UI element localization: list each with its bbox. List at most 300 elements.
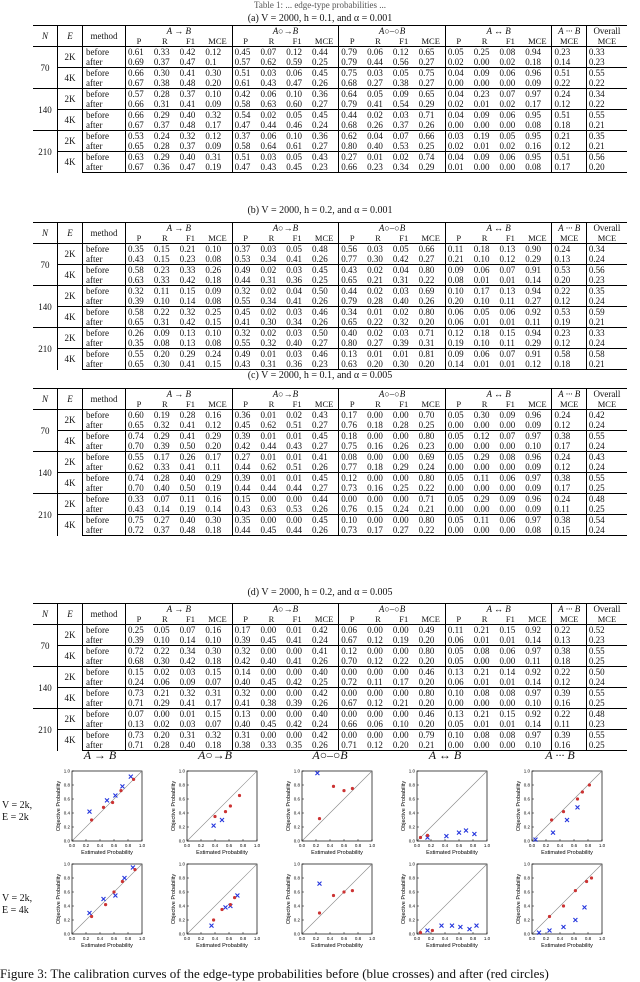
cell-e: 2K: [58, 244, 83, 265]
cell-value: 0.47: [232, 120, 258, 131]
cell-value: 0.00: [284, 688, 310, 699]
cell-value: 0.13: [179, 338, 196, 348]
x-tick-label: 0.0: [298, 843, 306, 848]
cell-value: 0.80: [417, 646, 446, 657]
before-cross-point: [464, 829, 468, 833]
cell-value: 0.02: [499, 57, 516, 67]
cell-value: 0.79: [339, 296, 365, 307]
table-row: [33, 709, 627, 720]
y-axis-label: Objective Probability: [171, 780, 177, 832]
col-subheader: MCE: [310, 399, 339, 410]
cell-value: 0.95: [523, 152, 552, 163]
cell-value: 0.79: [417, 730, 446, 741]
table-row: [33, 57, 627, 68]
cell-value: 0.55: [126, 349, 152, 360]
cell-n: 140: [33, 286, 58, 328]
cell-method: after: [83, 441, 126, 452]
before-cross-point: [573, 918, 577, 922]
before-cross-point: [551, 831, 555, 835]
x-tick-label: 0.2: [312, 843, 320, 848]
cell-value: 0.11: [499, 338, 515, 348]
cell-value: 0.41: [286, 296, 303, 306]
cell-value: 0.14: [232, 667, 258, 678]
cell-value: 0.51: [232, 152, 258, 163]
y-tick-label: 0.8: [408, 875, 415, 881]
cell-value: 0.03: [259, 152, 285, 163]
cell-value: 0.29: [525, 338, 541, 348]
before-cross-point: [565, 818, 569, 822]
cell-value: 0.01: [472, 359, 498, 370]
cell-value: 0.21: [418, 504, 435, 514]
cell-value: 0.37: [153, 57, 170, 67]
cell-value: 0.73: [339, 483, 365, 494]
cell-value: 0.06: [365, 47, 391, 58]
cell-value: 0.43: [310, 152, 339, 163]
cell-value: 0.08: [472, 730, 498, 741]
x-tick-label: 0.8: [124, 843, 132, 848]
cell-value: 0.62: [260, 57, 277, 67]
cell-value: 0.21: [178, 244, 204, 255]
cell-value: 0.23: [152, 265, 178, 276]
cell-value: 0.24: [312, 635, 328, 645]
col-subheader: P: [232, 233, 258, 244]
cell-value: 0.01: [445, 162, 471, 173]
cell-value: 0.00: [365, 709, 391, 720]
cell-value: 0.97: [523, 730, 552, 741]
cell-value: 0.63: [126, 275, 152, 286]
cell-value: 0.25: [472, 47, 498, 58]
cell-value: 0.48: [586, 494, 627, 505]
cell-value: 0.01: [499, 677, 516, 687]
cell-value: 0.23: [586, 275, 627, 286]
cell-value: 0.12: [391, 47, 417, 58]
cell-value: 0.20: [391, 740, 417, 751]
cell-value: 0.03: [391, 328, 417, 339]
cell-value: 0.45: [260, 677, 277, 687]
cell-value: 0.00: [473, 698, 490, 708]
cell-value: 0.05: [284, 110, 310, 121]
col-header-e: E: [58, 389, 83, 410]
x-axis-label: Estimated Probability: [541, 850, 593, 856]
row-label-line: E = 4k: [2, 905, 29, 916]
cell-value: 0.40: [286, 338, 303, 348]
cell-value: 0.15: [232, 494, 258, 505]
cell-value: 0.20: [586, 162, 627, 173]
cell-value: 0.17: [552, 441, 586, 452]
col-subheader: F1: [284, 36, 310, 47]
x-tick-label: 0.6: [455, 936, 463, 941]
y-tick-label: 0.4: [178, 903, 185, 909]
x-tick-label: 0.0: [413, 936, 421, 941]
y-tick-label: 0.0: [178, 931, 185, 937]
table-row: [33, 359, 627, 370]
cell-value: 0.17: [205, 120, 222, 130]
cell-value: 0.02: [445, 99, 471, 110]
cell-value: 0.03: [284, 265, 310, 276]
col-subheader: R: [472, 614, 498, 625]
cell-method: before: [83, 110, 126, 121]
cell-value: 0.76: [339, 504, 365, 515]
diagonal-reference-line: [532, 864, 602, 934]
cell-value: 0.23: [586, 57, 627, 68]
cell-value: 0.90: [523, 244, 552, 255]
col-subheader: R: [365, 614, 391, 625]
cell-value: 0.00: [339, 709, 365, 720]
cell-value: 0.39: [286, 698, 303, 708]
cell-e: 2K: [58, 410, 83, 431]
col-header-n: N: [33, 223, 58, 244]
col-group-header: A○→B: [232, 223, 339, 234]
cell-value: 0.48: [310, 244, 339, 255]
cell-value: 0.08: [497, 452, 523, 463]
x-axis-label: Estimated Probability: [196, 943, 248, 949]
cell-value: 0.27: [152, 515, 178, 526]
cell-value: 0.07: [152, 494, 178, 505]
cell-value: 0.01: [497, 359, 523, 370]
col-header-e: E: [58, 604, 83, 625]
cell-value: 0.35: [586, 286, 627, 297]
col-subheader: P: [339, 399, 365, 410]
col-subheader: R: [472, 399, 498, 410]
cell-value: 0.18: [525, 57, 541, 67]
cell-value: 0.13: [445, 667, 471, 678]
cell-value: 0.35: [284, 740, 310, 751]
cell-value: 0.00: [339, 688, 365, 699]
cell-value: 0.41: [310, 646, 339, 657]
cell-value: 0.34: [586, 89, 627, 100]
cell-value: 0.44: [367, 57, 383, 67]
cell-value: 0.29: [392, 462, 409, 472]
figure-caption: Figure 3: The calibration curves of the edge-type probabilities before (blue crosses) and after (red circles): [0, 966, 549, 981]
cell-value: 0.96: [523, 494, 552, 505]
x-tick-label: 1.0: [253, 936, 261, 941]
before-cross-point: [562, 925, 566, 929]
cell-value: 0.38: [552, 431, 586, 442]
cell-value: 0.62: [260, 420, 277, 430]
cell-value: 0.59: [586, 307, 627, 318]
cell-value: 0.11: [472, 473, 498, 484]
cell-value: 0.58: [586, 349, 627, 360]
cell-value: 0.40: [178, 152, 204, 163]
cell-value: 0.42: [310, 730, 339, 741]
cell-value: 0.51: [286, 462, 303, 472]
cell-value: 0.04: [445, 89, 471, 100]
cell-value: 0.01: [499, 317, 516, 327]
cell-value: 0.29: [472, 494, 498, 505]
cell-value: 0.39: [153, 441, 170, 451]
cell-value: 0.03: [179, 719, 196, 729]
after-circle-point: [588, 783, 591, 786]
cell-method: after: [83, 677, 126, 688]
cell-value: 0.44: [339, 286, 365, 297]
after-circle-point: [104, 903, 107, 906]
cell-value: 0.1: [205, 57, 217, 67]
cell-value: 0.72: [126, 646, 152, 657]
col-group-header: A → B: [126, 389, 233, 400]
cell-n: 70: [33, 625, 58, 667]
cell-value: 0.41: [232, 698, 258, 709]
cell-e: 4K: [58, 152, 83, 173]
cell-value: 0.24: [586, 441, 627, 452]
cell-value: 0.36: [310, 131, 339, 142]
cell-value: 0.16: [203, 625, 232, 636]
col-subheader: MCE: [586, 36, 627, 47]
cell-value: 0.01: [473, 141, 490, 151]
cell-value: 0.21: [392, 698, 409, 708]
cell-value: 0.42: [232, 441, 258, 452]
cell-value: 0.13: [339, 349, 365, 360]
cell-method: after: [83, 719, 126, 730]
cell-value: 0.08: [205, 338, 222, 348]
cell-value: 0.16: [203, 494, 232, 505]
x-tick-label: 1.0: [483, 936, 491, 941]
cell-value: 0.22: [367, 317, 383, 327]
cell-value: 0.56: [392, 57, 409, 67]
before-cross-point: [113, 894, 117, 898]
cell-value: 0.00: [473, 462, 490, 472]
cell-value: 0.10: [284, 131, 310, 142]
x-tick-label: 0.4: [556, 843, 564, 848]
cell-value: 0.05: [497, 131, 523, 142]
cell-value: 0.24: [126, 677, 152, 688]
cell-value: 0.26: [312, 504, 328, 514]
after-circle-point: [342, 890, 345, 893]
cell-value: 0.37: [392, 120, 409, 130]
table-row: [33, 515, 627, 526]
after-circle-point: [112, 890, 115, 893]
y-tick-label: 0.8: [178, 782, 185, 788]
cell-value: 0.15: [126, 667, 152, 678]
cell-value: 0.05: [445, 473, 471, 484]
cell-method: before: [83, 667, 126, 678]
cell-value: 0.34: [391, 162, 417, 173]
before-cross-point: [472, 832, 476, 836]
cell-method: before: [83, 68, 126, 79]
cell-value: 0.53: [232, 254, 258, 265]
y-tick-label: 1.0: [293, 768, 300, 774]
table-row: [33, 99, 627, 110]
cell-value: 0.06: [472, 265, 498, 276]
cell-value: 0.27: [367, 78, 383, 88]
cell-value: 0.22: [418, 275, 435, 285]
cell-value: 0.14: [153, 504, 170, 514]
calibration-plot: [395, 858, 499, 950]
x-tick-label: 0.4: [441, 843, 449, 848]
cell-value: 0.54: [586, 515, 627, 526]
cell-value: 0.24: [552, 89, 586, 100]
cell-value: 0.28: [178, 410, 204, 421]
cell-value: 0.26: [367, 120, 383, 130]
cell-value: 0.33: [178, 265, 204, 276]
cell-value: 0.26: [178, 452, 204, 463]
after-circle-point: [111, 801, 114, 804]
cell-value: 0.21: [472, 709, 498, 720]
x-tick-label: 0.2: [427, 843, 435, 848]
cell-value: 0.29: [203, 431, 232, 442]
calibration-plot: [510, 765, 614, 857]
cell-value: 0.33: [152, 47, 178, 58]
results-table: [33, 222, 627, 370]
cell-value: 0.06: [497, 68, 523, 79]
cell-value: 0.24: [586, 296, 627, 307]
cell-value: 0.72: [339, 677, 365, 688]
cell-value: 0.06: [259, 89, 285, 100]
diagonal-reference-line: [187, 771, 257, 841]
cell-value: 0.53: [552, 265, 586, 276]
cell-value: 0.06: [445, 677, 471, 688]
col-subheader: F1: [284, 399, 310, 410]
cell-value: 0.51: [552, 110, 586, 121]
x-tick-label: 0.6: [570, 843, 578, 848]
cell-value: 0.23: [310, 359, 339, 370]
table-row: [33, 431, 627, 442]
cell-value: 0.14: [497, 667, 523, 678]
cell-value: 0.02: [259, 265, 285, 276]
subtable-caption: (b) V = 2000, h = 0.2, and α = 0.001: [247, 205, 393, 216]
cell-value: 0.97: [523, 646, 552, 657]
cell-value: 0.00: [473, 441, 490, 451]
cell-value: 0.67: [126, 162, 152, 173]
cell-value: 0.41: [178, 359, 204, 370]
cell-e: 4K: [58, 730, 83, 751]
calibration-plot: [165, 765, 269, 857]
cell-value: 0.31: [418, 338, 435, 348]
cell-method: before: [83, 410, 126, 421]
y-tick-label: 1.0: [523, 768, 530, 774]
cell-value: 0.01: [499, 719, 516, 729]
cell-value: 0.53: [286, 504, 303, 514]
cell-value: 0.00: [365, 688, 391, 699]
cell-value: 0.11: [445, 244, 471, 255]
cell-value: 0.30: [153, 656, 170, 666]
table-row: [33, 141, 627, 152]
cell-value: 0.66: [417, 244, 446, 255]
col-group-header: A○→B: [232, 26, 339, 37]
cell-value: 0.48: [586, 709, 627, 720]
x-tick-label: 0.0: [183, 843, 191, 848]
col-subheader: R: [152, 614, 178, 625]
cell-value: 0.23: [552, 47, 586, 58]
cell-value: 0.00: [339, 667, 365, 678]
cell-value: 0.11: [499, 296, 515, 306]
cell-value: 0.00: [499, 420, 516, 430]
cell-value: 0.07: [497, 89, 523, 100]
cell-method: before: [83, 730, 126, 741]
cell-value: 0.65: [339, 275, 365, 286]
y-tick-label: 0.6: [178, 796, 185, 802]
col-subheader: P: [445, 399, 471, 410]
cell-value: 0.31: [153, 317, 170, 327]
cell-value: 0.45: [310, 68, 339, 79]
cell-value: 0.65: [126, 317, 152, 328]
cell-value: 0.18: [205, 656, 222, 666]
cell-value: 0.41: [179, 698, 196, 708]
cell-value: 0.54: [232, 110, 258, 121]
col-subheader: MCE: [417, 614, 446, 625]
col-subheader: MCE: [203, 233, 232, 244]
cell-value: 0.56: [586, 152, 627, 163]
cell-value: 0.01: [391, 349, 417, 360]
cell-value: 0.55: [586, 473, 627, 484]
cell-value: 0.65: [417, 47, 446, 58]
cell-n: 210: [33, 494, 58, 536]
y-tick-label: 1.0: [293, 861, 300, 867]
after-circle-point: [233, 896, 236, 899]
x-tick-label: 0.6: [110, 843, 118, 848]
diagonal-reference-line: [302, 864, 372, 934]
cell-value: 0.00: [259, 730, 285, 741]
cell-value: 0.97: [523, 515, 552, 526]
y-tick-label: 0.0: [63, 838, 70, 844]
col-subheader: P: [339, 36, 365, 47]
cell-n: 140: [33, 89, 58, 131]
y-tick-label: 0.2: [523, 824, 530, 830]
cell-method: before: [83, 646, 126, 657]
cell-value: 0.00: [445, 462, 471, 473]
cell-value: 0.15: [497, 625, 523, 636]
cell-value: 0.42: [179, 317, 196, 327]
cell-value: 0.92: [523, 625, 552, 636]
col-subheader: MCE: [523, 233, 552, 244]
calibration-plot: [50, 765, 154, 857]
cell-value: 0.00: [339, 730, 365, 741]
subtable-caption: (a) V = 2000, h = 0.1, and α = 0.001: [247, 13, 393, 24]
cell-value: 0.27: [312, 99, 328, 109]
before-cross-point: [450, 924, 454, 928]
cell-value: 0.97: [523, 688, 552, 699]
cell-value: 0.55: [586, 110, 627, 121]
panel-column-title: A ↔ B: [428, 748, 462, 762]
cell-value: 0.61: [126, 47, 152, 58]
x-tick-label: 0.8: [354, 936, 362, 941]
cell-value: 0.08: [497, 688, 523, 699]
panel-row-label: [2, 893, 32, 917]
cell-value: 0.75: [339, 441, 365, 452]
cell-value: 0.05: [445, 494, 471, 505]
x-tick-label: 0.4: [556, 936, 564, 941]
cell-value: 0.21: [586, 120, 627, 131]
cell-value: 0.01: [473, 99, 490, 109]
y-tick-label: 0.6: [293, 796, 300, 802]
col-group-header: A○→B: [232, 604, 339, 615]
cell-value: 0.20: [365, 359, 391, 370]
cell-value: 0.45: [284, 162, 310, 173]
cell-value: 0.17: [552, 162, 586, 173]
cell-value: 0.37: [232, 244, 258, 255]
x-tick-label: 0.8: [239, 843, 247, 848]
cell-value: 0.18: [472, 244, 498, 255]
cell-value: 0.11: [472, 515, 498, 526]
cell-value: 0.01: [259, 431, 285, 442]
cell-value: 0.77: [339, 462, 365, 473]
cell-value: 0.45: [259, 525, 285, 536]
cell-value: 0.35: [586, 131, 627, 142]
col-header-n: N: [33, 604, 58, 625]
cell-value: 0.01: [284, 431, 310, 442]
cell-value: 0.00: [391, 709, 417, 720]
cell-value: 0.10: [523, 740, 552, 751]
before-cross-point: [318, 882, 322, 886]
table-row: [33, 698, 627, 709]
cell-value: 0.07: [205, 719, 222, 729]
cell-value: 0.65: [339, 317, 365, 328]
cell-value: 0.05: [445, 646, 471, 657]
cell-value: 0.23: [586, 719, 627, 730]
after-circle-point: [431, 929, 434, 932]
cell-method: before: [83, 494, 126, 505]
x-axis-label: Estimated Probability: [426, 850, 478, 856]
y-axis-label: Objective Probability: [401, 873, 407, 925]
